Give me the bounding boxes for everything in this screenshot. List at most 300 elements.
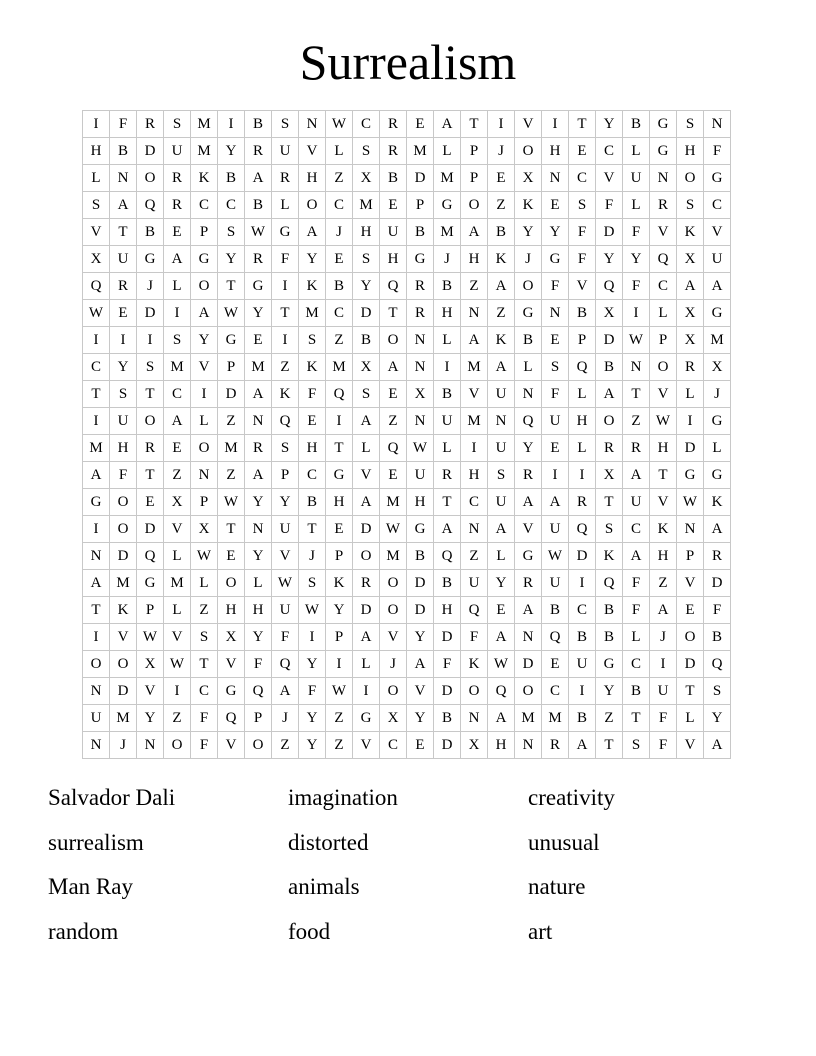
grid-cell: X [83,246,110,273]
grid-cell: R [569,489,596,516]
grid-cell: Y [623,246,650,273]
grid-row [83,462,731,489]
grid-cell: L [353,435,380,462]
grid-cell: B [623,678,650,705]
grid-cell: N [515,624,542,651]
grid-cell: D [353,516,380,543]
grid-cell: E [326,246,353,273]
grid-cell: G [191,246,218,273]
grid-cell: Z [326,705,353,732]
grid-cell: L [434,138,461,165]
grid-cell: B [137,219,164,246]
grid-cell: H [83,138,110,165]
grid-cell: E [407,111,434,138]
grid-cell: H [677,138,704,165]
grid-cell: M [407,138,434,165]
grid-cell: F [650,732,677,759]
grid-cell: C [596,138,623,165]
grid-cell: N [704,111,731,138]
grid-cell: A [623,543,650,570]
grid-cell: A [164,246,191,273]
grid-cell: O [380,570,407,597]
grid-cell: I [677,408,704,435]
grid-cell: Y [218,138,245,165]
grid-cell: F [272,246,299,273]
grid-cell: H [542,138,569,165]
grid-cell: Q [272,408,299,435]
word-list-item: distorted [288,829,369,855]
grid-cell: Y [596,111,623,138]
grid-cell: Q [596,570,623,597]
grid-cell: G [407,516,434,543]
grid-cell: B [434,381,461,408]
grid-cell: O [650,354,677,381]
grid-cell: H [110,435,137,462]
grid-cell: N [191,462,218,489]
grid-cell: D [218,381,245,408]
grid-cell: V [299,138,326,165]
grid-cell: R [650,192,677,219]
grid-cell: B [245,192,272,219]
grid-cell: Q [488,678,515,705]
grid-cell: Q [650,246,677,273]
grid-cell: C [191,678,218,705]
grid-cell: X [677,246,704,273]
grid-cell: A [488,624,515,651]
grid-cell: C [191,192,218,219]
grid-cell: N [488,408,515,435]
grid-cell: L [488,543,515,570]
grid-cell: A [515,597,542,624]
grid-cell: E [542,327,569,354]
grid-cell: E [542,192,569,219]
grid-cell: G [650,138,677,165]
grid-cell: C [326,300,353,327]
grid-cell: T [380,300,407,327]
grid-cell: O [380,678,407,705]
grid-cell: U [164,138,191,165]
grid-cell: L [677,381,704,408]
grid-cell: V [650,381,677,408]
grid-cell: T [569,111,596,138]
grid-cell: E [380,462,407,489]
grid-cell: O [299,192,326,219]
grid-cell: L [191,408,218,435]
grid-cell: W [407,435,434,462]
grid-row [83,732,731,759]
grid-row [83,192,731,219]
grid-cell: F [596,192,623,219]
grid-cell: T [326,435,353,462]
grid-cell: Z [380,408,407,435]
grid-cell: O [380,327,407,354]
grid-row [83,327,731,354]
grid-cell: U [110,246,137,273]
grid-row [83,678,731,705]
grid-cell: T [596,489,623,516]
grid-cell: J [380,651,407,678]
grid-cell: Y [299,705,326,732]
grid-cell: H [434,597,461,624]
grid-row [83,516,731,543]
grid-cell: D [434,678,461,705]
grid-row [83,570,731,597]
grid-cell: F [542,273,569,300]
grid-cell: A [380,354,407,381]
grid-cell: N [515,732,542,759]
grid-cell: A [245,165,272,192]
grid-cell: D [434,624,461,651]
grid-cell: Z [461,543,488,570]
grid-cell: G [353,705,380,732]
grid-cell: S [164,327,191,354]
grid-cell: C [83,354,110,381]
grid-cell: L [515,354,542,381]
grid-cell: A [488,354,515,381]
grid-cell: M [191,138,218,165]
grid-cell: M [110,705,137,732]
grid-cell: Z [218,408,245,435]
grid-cell: N [245,516,272,543]
grid-cell: D [677,435,704,462]
grid-cell: A [434,516,461,543]
grid-cell: G [272,219,299,246]
grid-cell: T [650,462,677,489]
grid-cell: G [704,300,731,327]
grid-cell: H [218,597,245,624]
grid-cell: H [434,300,461,327]
grid-cell: G [218,678,245,705]
grid-cell: A [353,624,380,651]
grid-cell: O [164,732,191,759]
grid-cell: N [245,408,272,435]
grid-cell: A [650,597,677,624]
grid-cell: I [272,327,299,354]
grid-cell: U [272,597,299,624]
grid-cell: D [569,543,596,570]
grid-cell: D [407,570,434,597]
grid-cell: Q [218,705,245,732]
grid-cell: B [407,543,434,570]
grid-cell: A [83,462,110,489]
grid-cell: A [461,327,488,354]
grid-cell: C [623,516,650,543]
grid-cell: O [677,624,704,651]
grid-cell: X [218,624,245,651]
grid-cell: B [245,111,272,138]
grid-cell: V [704,219,731,246]
grid-cell: J [488,138,515,165]
grid-cell: O [353,543,380,570]
grid-cell: H [326,489,353,516]
grid-cell: N [83,543,110,570]
grid-cell: L [164,597,191,624]
grid-cell: X [461,732,488,759]
grid-cell: W [83,300,110,327]
grid-cell: H [299,165,326,192]
grid-cell: X [164,489,191,516]
grid-cell: B [434,705,461,732]
grid-cell: M [164,354,191,381]
grid-cell: X [353,354,380,381]
grid-cell: Q [569,516,596,543]
grid-cell: S [488,462,515,489]
grid-cell: D [407,597,434,624]
grid-cell: B [569,705,596,732]
grid-cell: S [623,732,650,759]
grid-cell: A [515,489,542,516]
grid-cell: V [218,651,245,678]
grid-cell: W [191,543,218,570]
grid-cell: S [218,219,245,246]
grid-cell: S [353,246,380,273]
grid-cell: F [191,732,218,759]
grid-cell: T [218,273,245,300]
grid-cell: Q [272,651,299,678]
grid-cell: P [326,543,353,570]
grid-cell: M [542,705,569,732]
grid-cell: L [272,192,299,219]
grid-row [83,489,731,516]
grid-cell: P [407,192,434,219]
grid-cell: O [110,651,137,678]
grid-cell: C [650,273,677,300]
grid-cell: C [164,381,191,408]
grid-cell: M [218,435,245,462]
grid-cell: U [704,246,731,273]
grid-cell: A [488,273,515,300]
grid-cell: Y [542,219,569,246]
grid-cell: A [245,462,272,489]
grid-cell: S [191,624,218,651]
grid-cell: G [704,462,731,489]
grid-cell: Y [488,570,515,597]
grid-row [83,597,731,624]
grid-cell: Y [407,624,434,651]
grid-cell: P [461,138,488,165]
grid-cell: I [353,678,380,705]
grid-cell: K [299,273,326,300]
grid-cell: X [407,381,434,408]
grid-cell: Z [164,462,191,489]
grid-cell: W [677,489,704,516]
grid-cell: F [245,651,272,678]
grid-cell: E [488,597,515,624]
grid-cell: E [299,408,326,435]
grid-cell: P [272,462,299,489]
grid-cell: V [461,381,488,408]
grid-cell: N [461,705,488,732]
grid-cell: T [461,111,488,138]
grid-row [83,300,731,327]
grid-cell: D [596,219,623,246]
grid-cell: M [434,165,461,192]
grid-cell: S [272,435,299,462]
grid-cell: R [137,435,164,462]
grid-cell: M [299,300,326,327]
grid-cell: I [83,327,110,354]
grid-cell: T [299,516,326,543]
grid-cell: L [353,651,380,678]
grid-cell: Y [596,246,623,273]
grid-cell: P [191,489,218,516]
grid-cell: S [299,570,326,597]
grid-cell: Z [461,273,488,300]
grid-cell: E [164,219,191,246]
grid-cell: D [596,327,623,354]
word-list-item: art [528,918,553,944]
grid-cell: Q [434,543,461,570]
grid-cell: E [137,489,164,516]
grid-cell: H [488,732,515,759]
grid-cell: I [164,678,191,705]
grid-cell: S [137,354,164,381]
grid-cell: A [704,273,731,300]
grid-cell: F [569,219,596,246]
grid-cell: K [515,192,542,219]
grid-cell: B [515,327,542,354]
grid-cell: P [326,624,353,651]
grid-cell: R [434,462,461,489]
grid-cell: O [380,597,407,624]
grid-cell: S [704,678,731,705]
grid-cell: T [596,732,623,759]
grid-cell: Y [245,300,272,327]
grid-row [83,408,731,435]
grid-cell: A [83,570,110,597]
grid-cell: H [380,246,407,273]
grid-row [83,435,731,462]
grid-cell: U [110,408,137,435]
grid-cell: D [137,300,164,327]
grid-cell: R [515,570,542,597]
grid-cell: A [569,732,596,759]
grid-cell: T [623,381,650,408]
grid-cell: C [704,192,731,219]
grid-row [83,624,731,651]
grid-cell: D [137,516,164,543]
grid-cell: U [461,570,488,597]
grid-cell: Z [164,705,191,732]
grid-cell: U [623,489,650,516]
grid-cell: P [461,165,488,192]
grid-cell: L [83,165,110,192]
grid-cell: W [326,111,353,138]
grid-cell: I [542,111,569,138]
word-list-item: creativity [528,785,615,810]
grid-cell: L [164,543,191,570]
grid-cell: V [515,516,542,543]
grid-cell: E [542,651,569,678]
grid-row [83,705,731,732]
grid-cell: S [353,381,380,408]
grid-cell: I [461,435,488,462]
grid-cell: I [569,462,596,489]
grid-cell: Y [704,705,731,732]
grid-cell: V [677,570,704,597]
grid-cell: J [650,624,677,651]
grid-cell: X [380,705,407,732]
grid-cell: R [137,111,164,138]
grid-cell: O [515,138,542,165]
grid-cell: C [542,678,569,705]
grid-cell: Y [218,246,245,273]
grid-cell: L [245,570,272,597]
grid-cell: Q [137,543,164,570]
grid-cell: B [353,327,380,354]
grid-cell: V [677,732,704,759]
grid-cell: U [569,651,596,678]
grid-cell: G [515,543,542,570]
grid-cell: G [542,246,569,273]
grid-cell: U [407,462,434,489]
word-list-item: surrealism [48,829,144,855]
grid-cell: I [326,651,353,678]
grid-cell: W [326,678,353,705]
grid-cell: B [380,165,407,192]
grid-cell: R [245,435,272,462]
grid-row [83,111,731,138]
grid-cell: P [137,597,164,624]
grid-cell: N [515,381,542,408]
grid-cell: R [407,273,434,300]
grid-cell: C [623,651,650,678]
grid-cell: G [704,408,731,435]
grid-cell: T [83,381,110,408]
grid-cell: B [110,138,137,165]
grid-cell: P [218,354,245,381]
grid-cell: R [245,246,272,273]
grid-cell: V [110,624,137,651]
grid-cell: N [407,327,434,354]
grid-cell: G [137,570,164,597]
grid-cell: U [542,570,569,597]
grid-cell: Y [191,327,218,354]
grid-cell: I [110,327,137,354]
grid-cell: L [191,570,218,597]
grid-cell: E [488,165,515,192]
grid-cell: N [299,111,326,138]
grid-cell: V [272,543,299,570]
grid-cell: A [542,489,569,516]
grid-cell: T [623,705,650,732]
grid-cell: G [245,273,272,300]
grid-cell: W [542,543,569,570]
grid-cell: R [164,192,191,219]
grid-cell: A [704,516,731,543]
grid-cell: A [299,219,326,246]
grid-cell: K [704,489,731,516]
grid-cell: L [677,705,704,732]
grid-cell: R [542,732,569,759]
grid-cell: W [164,651,191,678]
grid-cell: Y [326,597,353,624]
grid-row [83,165,731,192]
grid-cell: Q [380,435,407,462]
grid-cell: A [704,732,731,759]
grid-cell: Q [245,678,272,705]
grid-cell: K [488,246,515,273]
grid-cell: F [569,246,596,273]
word-search-grid [82,110,731,759]
grid-cell: H [245,597,272,624]
grid-cell: K [488,327,515,354]
grid-cell: H [650,543,677,570]
grid-cell: F [623,570,650,597]
grid-cell: Y [299,246,326,273]
grid-cell: L [650,300,677,327]
grid-row [83,543,731,570]
